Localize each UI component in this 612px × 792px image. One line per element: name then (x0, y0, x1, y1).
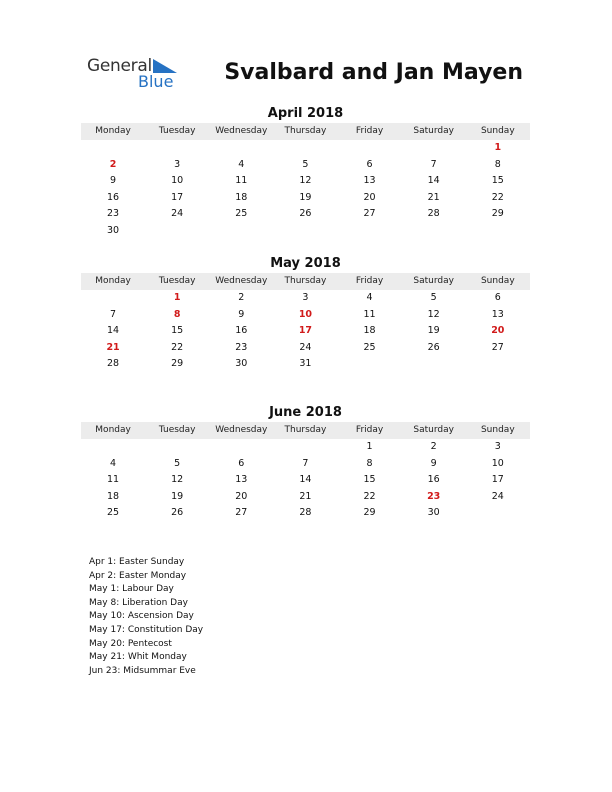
day-cell (145, 140, 209, 157)
day-cell: 16 (235, 325, 248, 337)
day-cell (81, 439, 145, 456)
weekday-label: Monday (95, 126, 131, 136)
weekday-label: Thursday (284, 276, 327, 286)
day-cell (466, 356, 530, 373)
day-cell: 2 (430, 441, 437, 452)
day-cell: 5 (302, 158, 309, 170)
day-cell (466, 223, 530, 240)
day-cell: 5 (174, 457, 181, 469)
day-cell (402, 356, 466, 373)
month-title: June 2018 (269, 405, 342, 420)
day-cell: 26 (171, 507, 184, 519)
page-title: Svalbard and Jan Mayen (224, 60, 523, 85)
holiday-item: Apr 2: Easter Monday (89, 570, 187, 581)
month-calendar (81, 405, 530, 522)
day-cell: 1 (366, 441, 373, 452)
month-calendar (81, 256, 530, 373)
day-cell: 29 (491, 208, 504, 220)
holiday-list (89, 556, 203, 678)
day-cell: 30 (427, 507, 440, 519)
day-cell: 11 (363, 308, 376, 320)
day-cell (338, 140, 402, 157)
day-cell: 7 (110, 308, 117, 320)
weekday-label: Wednesday (215, 425, 268, 435)
holiday-item: May 17: Constitution Day (89, 624, 204, 635)
day-cell: 14 (107, 325, 120, 337)
weekday-label: Monday (95, 425, 131, 435)
day-cell: 9 (110, 175, 117, 187)
day-cell (209, 439, 273, 456)
day-cell: 4 (110, 457, 117, 469)
day-cell (466, 505, 530, 522)
day-cell: 15 (491, 175, 504, 187)
weekday-label: Thursday (284, 425, 327, 435)
day-cell: 5 (430, 292, 437, 303)
holiday-day-cell: 8 (173, 308, 181, 320)
holiday-day-cell: 2 (109, 158, 117, 170)
day-cell: 8 (366, 457, 373, 469)
week-row (81, 290, 530, 307)
day-cell (209, 223, 273, 240)
holiday-item: Jun 23: Midsummar Eve (89, 665, 196, 676)
day-cell: 17 (171, 191, 184, 203)
day-cell: 28 (107, 358, 120, 370)
weekday-header (81, 123, 530, 140)
day-cell: 7 (430, 158, 437, 170)
holiday-item: Apr 1: Easter Sunday (89, 557, 185, 567)
day-cell: 3 (494, 441, 501, 452)
weekday-header (81, 422, 530, 439)
day-cell: 12 (299, 175, 312, 187)
day-cell: 10 (491, 457, 504, 469)
logo-text-general: General (87, 56, 152, 76)
week-row (81, 456, 530, 473)
day-cell: 17 (491, 474, 504, 486)
week-row (81, 489, 530, 506)
weekday-label: Sunday (480, 276, 515, 286)
holiday-item: May 10: Ascension Day (89, 611, 194, 622)
day-cell: 18 (235, 191, 248, 203)
day-cell: 6 (494, 292, 501, 303)
day-cell: 26 (427, 341, 440, 353)
holiday-day-cell: 1 (494, 142, 502, 153)
weekday-label: Tuesday (158, 425, 196, 435)
month-title: April 2018 (267, 106, 344, 121)
day-cell (402, 140, 466, 157)
weekday-label: Friday (355, 425, 384, 435)
day-cell (145, 223, 209, 240)
week-row (81, 439, 530, 456)
day-cell: 3 (174, 158, 181, 170)
weekday-label: Tuesday (158, 276, 196, 286)
day-cell: 14 (299, 474, 312, 486)
holiday-item: May 20: Pentecost (89, 638, 172, 649)
holiday-item: May 21: Whit Monday (89, 652, 187, 663)
holiday-day-cell: 23 (427, 490, 441, 502)
week-row (81, 157, 530, 174)
day-cell (338, 356, 402, 373)
day-cell: 6 (238, 457, 245, 469)
day-cell: 3 (302, 292, 309, 303)
week-row (81, 140, 530, 157)
day-cell: 28 (299, 507, 312, 519)
holiday-day-cell: 10 (298, 308, 313, 320)
day-cell: 10 (171, 175, 184, 187)
week-row (81, 223, 530, 240)
week-row (81, 340, 530, 357)
week-row (81, 190, 530, 207)
day-cell: 11 (107, 474, 120, 486)
weekday-label: Saturday (413, 276, 454, 286)
day-cell (273, 140, 337, 157)
day-cell: 2 (238, 292, 245, 303)
weekday-label: Saturday (413, 425, 454, 435)
week-row (81, 505, 530, 522)
day-cell: 12 (427, 308, 440, 320)
day-cell (145, 439, 209, 456)
day-cell: 25 (107, 507, 120, 519)
day-cell: 25 (363, 341, 376, 353)
day-cell: 16 (427, 474, 440, 486)
day-cell: 4 (238, 158, 245, 170)
day-cell: 16 (107, 191, 120, 203)
day-cell: 8 (494, 158, 501, 170)
day-cell: 19 (427, 325, 440, 337)
weekday-label: Friday (355, 126, 384, 136)
weekday-label: Sunday (480, 126, 515, 136)
weekday-label: Wednesday (215, 276, 268, 286)
day-cell: 20 (235, 490, 248, 502)
holiday-day-cell: 21 (106, 341, 120, 353)
day-cell: 29 (363, 507, 376, 519)
weekday-label: Wednesday (215, 126, 268, 136)
week-row (81, 356, 530, 373)
day-cell: 24 (299, 341, 312, 353)
logo-text-blue: Blue (138, 72, 174, 91)
day-cell: 22 (363, 490, 376, 502)
day-cell: 31 (299, 358, 312, 370)
day-cell (273, 439, 337, 456)
day-cell: 27 (363, 208, 376, 220)
day-cell (338, 223, 402, 240)
day-cell: 25 (235, 208, 248, 220)
day-cell: 21 (427, 191, 440, 203)
day-cell: 24 (171, 208, 184, 220)
day-cell: 20 (363, 191, 376, 203)
week-row (81, 307, 530, 324)
weekday-header (81, 273, 530, 290)
day-cell: 30 (107, 224, 120, 236)
day-cell (402, 223, 466, 240)
holiday-day-cell: 17 (298, 325, 313, 337)
day-cell: 19 (171, 490, 184, 502)
day-cell: 27 (235, 507, 248, 519)
day-cell: 4 (366, 292, 373, 303)
month-title: May 2018 (270, 256, 341, 271)
day-cell: 22 (171, 341, 184, 353)
month-calendar (81, 106, 530, 240)
day-cell: 26 (299, 208, 312, 220)
day-cell: 15 (363, 474, 376, 486)
weekday-label: Saturday (413, 126, 454, 136)
day-cell (81, 140, 145, 157)
day-cell: 9 (430, 457, 437, 469)
day-cell (209, 140, 273, 157)
day-cell: 13 (363, 175, 376, 187)
weekday-label: Sunday (480, 425, 515, 435)
day-cell: 14 (427, 175, 440, 187)
day-cell: 29 (171, 358, 184, 370)
day-cell: 30 (235, 358, 248, 370)
weekday-label: Monday (95, 276, 131, 286)
day-cell: 9 (238, 308, 245, 320)
weekday-label: Tuesday (158, 126, 196, 136)
holiday-item: May 8: Liberation Day (89, 597, 188, 608)
day-cell: 13 (491, 308, 504, 320)
day-cell (273, 223, 337, 240)
day-cell: 23 (107, 208, 120, 220)
weekday-label: Friday (355, 276, 384, 286)
day-cell: 21 (299, 490, 312, 502)
day-cell: 6 (366, 158, 373, 170)
holiday-item: May 1: Labour Day (89, 584, 174, 595)
week-row (81, 472, 530, 489)
day-cell: 22 (491, 191, 504, 203)
day-cell: 7 (302, 457, 309, 469)
day-cell: 18 (363, 325, 376, 337)
day-cell: 15 (171, 325, 184, 337)
day-cell: 19 (299, 191, 312, 203)
day-cell: 27 (491, 341, 504, 353)
day-cell: 18 (107, 490, 120, 502)
day-cell: 13 (235, 474, 248, 486)
day-cell: 23 (235, 341, 248, 353)
day-cell: 11 (235, 175, 248, 187)
week-row (81, 173, 530, 190)
generalblue-logo (87, 56, 197, 92)
day-cell: 24 (491, 490, 504, 502)
week-row (81, 206, 530, 223)
day-cell: 12 (171, 474, 184, 486)
logo-flag-icon (153, 59, 177, 73)
weekday-label: Thursday (284, 126, 327, 136)
holiday-day-cell: 20 (491, 325, 505, 337)
day-cell (81, 290, 145, 307)
day-cell: 28 (427, 208, 440, 220)
week-row (81, 323, 530, 340)
holiday-day-cell: 1 (173, 292, 181, 303)
